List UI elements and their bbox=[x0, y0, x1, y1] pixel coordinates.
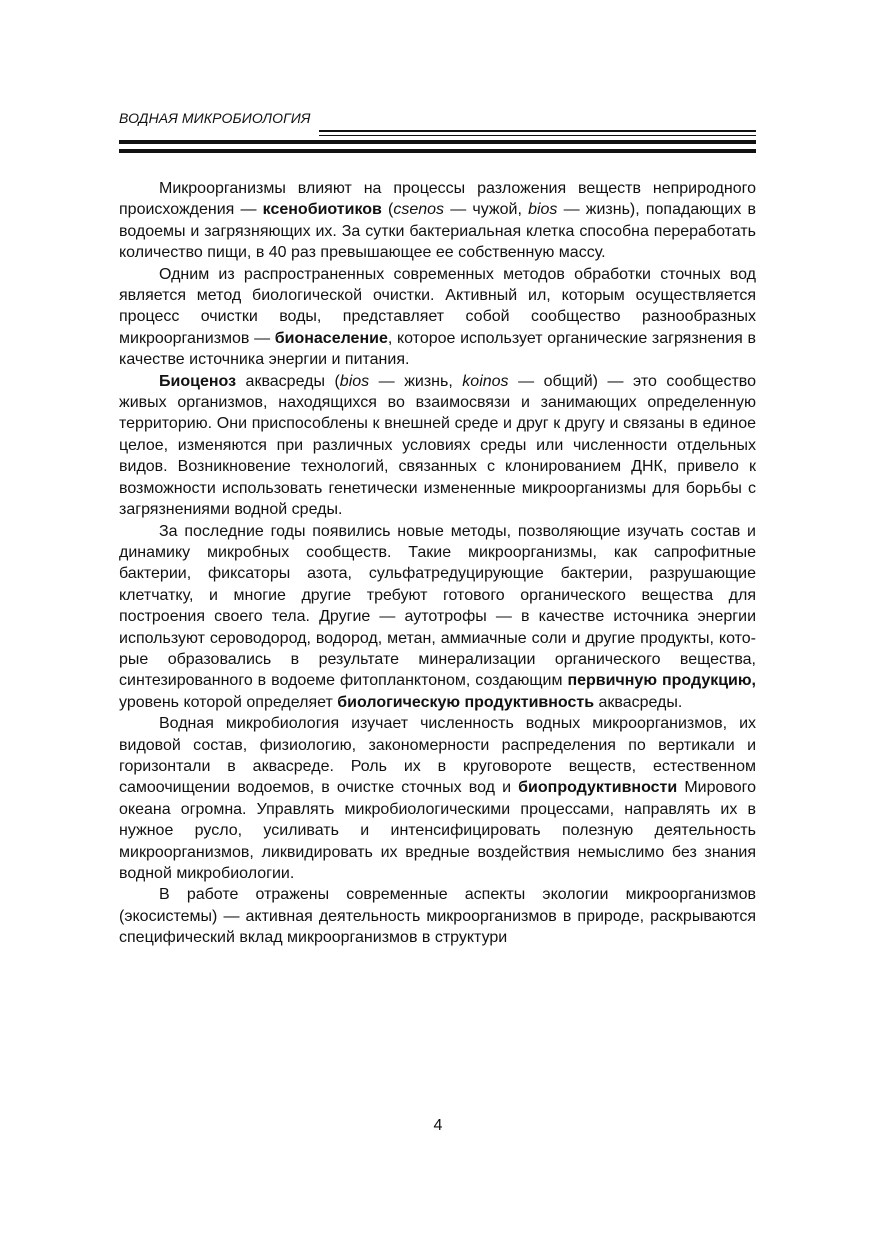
text-run: Водная микробиология изучает численность водных микроорганизмов, их видовой состав, физиологию, закономерности распределения по вертикали и горизонтали в аквасреде. Роль их в круговороте веществ, естественном самоочищении водоемов, в очистке сточных вод и bbox=[119, 715, 756, 797]
bold-term-bionaselenie: бионаселение bbox=[274, 329, 388, 347]
italic-term-koinos: koinos bbox=[462, 372, 509, 390]
paragraph-work-aspects bbox=[119, 884, 756, 948]
text-run: — чужой, bbox=[444, 201, 529, 219]
text-run: уровень которой определяет bbox=[119, 693, 338, 711]
page-number: 4 bbox=[433, 1117, 443, 1134]
text-run: Одним из распространенных современных методов обработки сточных вод является метод биологической очистки. Активный ил, которым осуществляется процесс очистки воды, представляет собой сообщество разнообразных микроорганизмов — bbox=[119, 265, 756, 347]
header-rule-hairline bbox=[319, 135, 756, 136]
text-run: — жизнь, bbox=[369, 372, 463, 390]
italic-term-bios: bios bbox=[339, 372, 370, 390]
text-run: Мирового океана огромна. Управлять микробиологическими процессами, направлять их в нужное русло, усиливать и интенсифицировать полезную деятельность микроорганизмов, ликвидировать их вредные воздействия немыслимо без знания водной микробиологии. bbox=[119, 779, 757, 882]
bold-term-biocenosis: Биоценоз bbox=[159, 372, 237, 390]
italic-term-bios: bios bbox=[528, 201, 558, 219]
header-rule-thick-lower bbox=[119, 149, 756, 153]
text-run: аквасреды. bbox=[594, 693, 683, 711]
running-header bbox=[119, 108, 756, 156]
header-rule-thin-top bbox=[319, 130, 756, 132]
text-run: В работе отражены современные аспекты экологии микроорганизмов (экосистемы) — активная деятельность микроорганизмов в природе, раскрываются специфический вклад микроорганизмов в структури bbox=[119, 886, 756, 947]
body-text bbox=[119, 178, 756, 949]
paragraph-biocenosis bbox=[119, 371, 756, 521]
paragraph-water-microbiology bbox=[119, 713, 756, 884]
paragraph-biological-treatment bbox=[119, 264, 756, 371]
bold-term-biological-productivity: биологическую продуктивность bbox=[337, 693, 595, 711]
text-run: , которое использует органические загрязнения в качестве источника энергии и питания. bbox=[119, 329, 756, 369]
text-run: — жизнь), попадающих в водоемы и загрязняющих их. За сутки бактериальная клетка способна переработать количество пищи, в 40 раз превышающее ее собственную массу. bbox=[119, 201, 756, 262]
bold-term-xenobiotics: ксенобиотиков bbox=[262, 201, 382, 219]
text-run: аквасреды ( bbox=[236, 372, 340, 390]
text-run: ( bbox=[381, 201, 394, 219]
italic-term-csenos: csenos bbox=[393, 201, 445, 219]
paragraph-new-methods bbox=[119, 521, 756, 714]
header-rule-thick-upper bbox=[119, 140, 756, 144]
text-run: — общий) — это сообщество живых организмов, находящихся во взаимосвязи и занимающих определенную территорию. Они приспособлены к внешней среде и друг к другу и связаны в единое целое, изменяются при различных условиях среды или численности отдельных видов. Возникновение технологий, связанных с клонированием ДНК, привело к возможности использовать генетически измененные микроорганизмы для борьбы с загрязнениями водной среды. bbox=[119, 372, 756, 519]
text-run: За последние годы появились новые методы, позволяющие изучать состав и динамику микробных сообществ. Такие микроорганизмы, как сапрофитные бактерии, фиксаторы азота, сульфатредуцирующие бактерии, разрушающие клетчатку, и многие другие требуют готового органического вещества для построения своего тела. Другие — аутотрофы — в качестве источника энергии используют сероводород, водород, метан, аммиачные соли и другие продукты, которые образовались в результате минерализации органического вещества, синтезированного в водоеме фитопланктоном, создающим bbox=[119, 522, 756, 690]
running-title: ВОДНАЯ МИКРОБИОЛОГИЯ bbox=[119, 110, 311, 126]
bold-term-primary-production: первичную продукцию, bbox=[567, 672, 756, 690]
bold-term-bioproductivity: биопродуктивности bbox=[518, 779, 678, 797]
paragraph-xenobiotics bbox=[119, 178, 756, 264]
text-run: Микроорганизмы влияют на процессы разложения веществ неприродного происхождения — bbox=[119, 180, 756, 219]
